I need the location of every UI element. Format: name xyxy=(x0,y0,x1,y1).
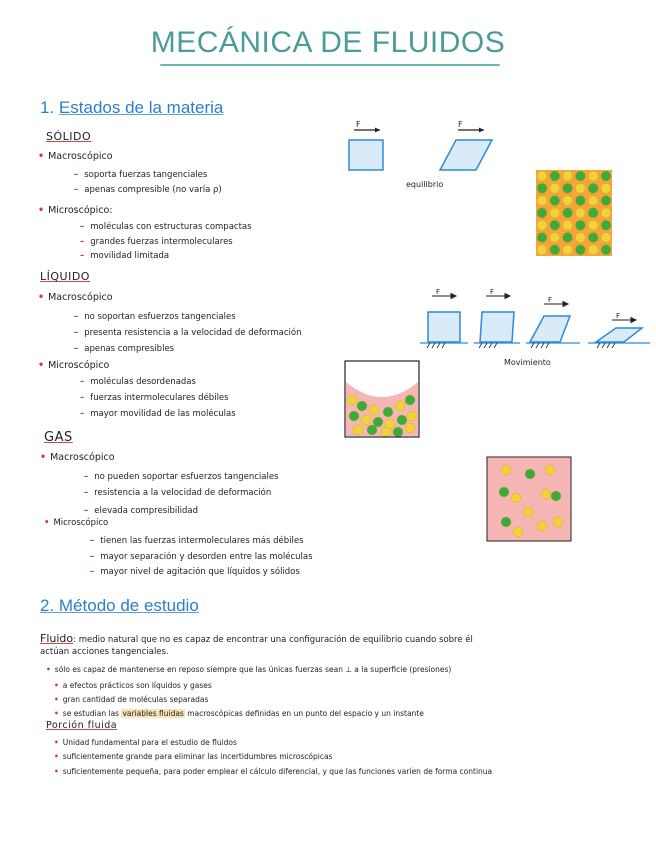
liquid-micro-item: – mayor movilidad de las moléculas xyxy=(80,409,236,419)
liquid-micro-item: – fuerzas intermoleculares débiles xyxy=(80,393,229,403)
molecule xyxy=(575,196,585,206)
molecule xyxy=(383,407,393,417)
molecule xyxy=(537,171,547,181)
molecule xyxy=(563,196,573,206)
molecule xyxy=(588,233,598,243)
molecule xyxy=(575,220,585,230)
molecule xyxy=(405,423,415,433)
molecule xyxy=(523,507,533,517)
molecule xyxy=(499,487,509,497)
liquid-macro-item: – apenas compresibles xyxy=(74,344,175,354)
solid-micro-item: – moléculas con estructuras compactas xyxy=(80,222,252,232)
molecule xyxy=(563,233,573,243)
fluido-point: • se estudian las variables fluidas macroscópicas definidas en un punto del espacio y un instante xyxy=(54,709,424,718)
molecule xyxy=(537,233,547,243)
molecule xyxy=(513,527,523,537)
molecule xyxy=(575,171,585,181)
molecule xyxy=(501,465,511,475)
molecule xyxy=(393,427,403,437)
molecule xyxy=(550,183,560,193)
molecule xyxy=(381,427,391,437)
fluido-definition: Fluido: medio natural que no es capaz de encontrar una configuración de equilibrio cuando sobre él xyxy=(40,632,473,645)
equilibrium-caption: equilibrio xyxy=(406,180,444,189)
molecule xyxy=(550,171,560,181)
fluido-definition-cont: actúan acciones tangenciales. xyxy=(40,647,169,657)
molecule xyxy=(525,469,535,479)
solid-lattice-diagram xyxy=(536,170,612,256)
section1-heading xyxy=(40,98,223,118)
molecule xyxy=(405,395,415,405)
title-underline xyxy=(160,64,500,66)
solid-micro-label: • Microscópico: xyxy=(38,205,113,216)
molecule xyxy=(537,220,547,230)
molecule xyxy=(353,425,363,435)
molecule xyxy=(588,183,598,193)
molecule xyxy=(550,196,560,206)
porcion-fluida-label: Porción fluida xyxy=(46,720,118,731)
molecule xyxy=(550,245,560,255)
molecule xyxy=(501,517,511,527)
molecule xyxy=(601,220,611,230)
gas-micro-item: – mayor nivel de agitación que líquidos y sólidos xyxy=(90,567,300,577)
molecule xyxy=(563,171,573,181)
liquid-label: LÍQUIDO xyxy=(40,270,90,283)
molecule xyxy=(537,245,547,255)
liquid-force-label: F xyxy=(490,288,495,296)
section1-number: 1. xyxy=(40,98,55,117)
gas-micro-label: • Microscópico xyxy=(44,518,109,528)
molecule xyxy=(601,196,611,206)
molecule xyxy=(588,220,598,230)
section2-heading: 2. Método de estudio xyxy=(40,596,199,615)
section1-title: Estados de la materia xyxy=(58,98,224,117)
solid-force-label: F xyxy=(356,120,361,129)
liquid-macro-item: – presenta resistencia a la velocidad de deformación xyxy=(74,328,302,338)
gas-container-diagram xyxy=(486,456,572,542)
molecule xyxy=(407,411,417,421)
molecule xyxy=(369,405,379,415)
liquid-macro-item: – no soportan esfuerzos tangenciales xyxy=(74,312,236,322)
molecule xyxy=(588,171,598,181)
gas-macro-item: – elevada compresibilidad xyxy=(84,506,198,516)
molecule xyxy=(537,183,547,193)
gas-label: GAS xyxy=(44,430,73,445)
molecule xyxy=(575,183,585,193)
fluido-point: • a efectos prácticos son líquidos y gases xyxy=(54,681,212,690)
molecule xyxy=(588,245,598,255)
molecule xyxy=(511,493,521,503)
liquid-micro-label: • Microscópico xyxy=(38,360,110,371)
molecule xyxy=(367,425,377,435)
molecule xyxy=(601,208,611,218)
gas-micro-item: – mayor separación y desorden entre las moléculas xyxy=(90,552,313,562)
molecule xyxy=(349,411,359,421)
molecule xyxy=(575,208,585,218)
solid-label: SÓLIDO xyxy=(46,130,92,143)
molecule xyxy=(563,245,573,255)
molecule xyxy=(601,233,611,243)
molecule xyxy=(545,465,555,475)
gas-macro-label: • Macroscópico xyxy=(40,452,115,463)
solid-deformation-diagram xyxy=(340,118,520,178)
fluido-key: Fluido xyxy=(40,632,74,645)
molecule xyxy=(601,245,611,255)
molecule xyxy=(550,208,560,218)
molecule xyxy=(357,401,367,411)
molecule xyxy=(575,245,585,255)
liquid-force-label: F xyxy=(436,288,441,296)
solid-force-label: F xyxy=(458,120,463,129)
molecule xyxy=(551,491,561,501)
molecule xyxy=(347,395,357,405)
molecule xyxy=(601,171,611,181)
molecule xyxy=(588,208,598,218)
molecule xyxy=(537,196,547,206)
molecule xyxy=(541,489,551,499)
solid-macro-item: – soporta fuerzas tangenciales xyxy=(74,170,208,180)
molecule xyxy=(563,183,573,193)
porcion-item: • Unidad fundamental para el estudio de fluidos xyxy=(54,738,237,747)
solid-macro-item: – apenas compresible (no varía ρ) xyxy=(74,185,222,195)
molecule xyxy=(395,401,405,411)
liquid-force-label: F xyxy=(616,312,621,320)
gas-macro-item: – resistencia a la velocidad de deformación xyxy=(84,488,272,498)
liquid-force-label: F xyxy=(548,296,553,304)
molecule xyxy=(537,521,547,531)
molecule xyxy=(537,208,547,218)
molecule xyxy=(601,183,611,193)
molecule xyxy=(575,233,585,243)
molecule xyxy=(563,208,573,218)
molecule xyxy=(553,517,563,527)
highlighted-term: variables fluidas xyxy=(122,709,184,718)
porcion-item: • suficientemente grande para eliminar las incertidumbres microscópicas xyxy=(54,752,333,761)
molecule xyxy=(563,220,573,230)
page-title: MECÁNICA DE FLUIDOS xyxy=(150,26,506,59)
solid-micro-item: – movilidad limitada xyxy=(80,251,170,261)
liquid-macro-label: • Macroscópico xyxy=(38,292,113,303)
molecule xyxy=(397,415,407,425)
movement-caption: Movimiento xyxy=(504,358,551,367)
fluido-point: • sólo es capaz de mantenerse en reposo siempre que las únicas fuerzas sean ⊥ a la superficie (presiones) xyxy=(46,665,452,674)
liquid-container-diagram xyxy=(344,360,420,438)
liquid-micro-item: – moléculas desordenadas xyxy=(80,377,196,387)
fluido-point: • gran cantidad de moléculas separadas xyxy=(54,695,209,704)
gas-micro-item: – tienen las fuerzas intermoleculares más débiles xyxy=(90,536,304,546)
molecule xyxy=(550,233,560,243)
molecule xyxy=(588,196,598,206)
porcion-item: • suficientemente pequeña, para poder emplear el cálculo diferencial, y que las funciones varíen de forma continua xyxy=(54,767,493,776)
molecule xyxy=(361,415,371,425)
solid-micro-item: – grandes fuerzas intermoleculares xyxy=(80,237,233,247)
gas-macro-item: – no pueden soportar esfuerzos tangenciales xyxy=(84,472,279,482)
molecule xyxy=(550,220,560,230)
solid-macro-label: • Macroscópico xyxy=(38,151,113,162)
